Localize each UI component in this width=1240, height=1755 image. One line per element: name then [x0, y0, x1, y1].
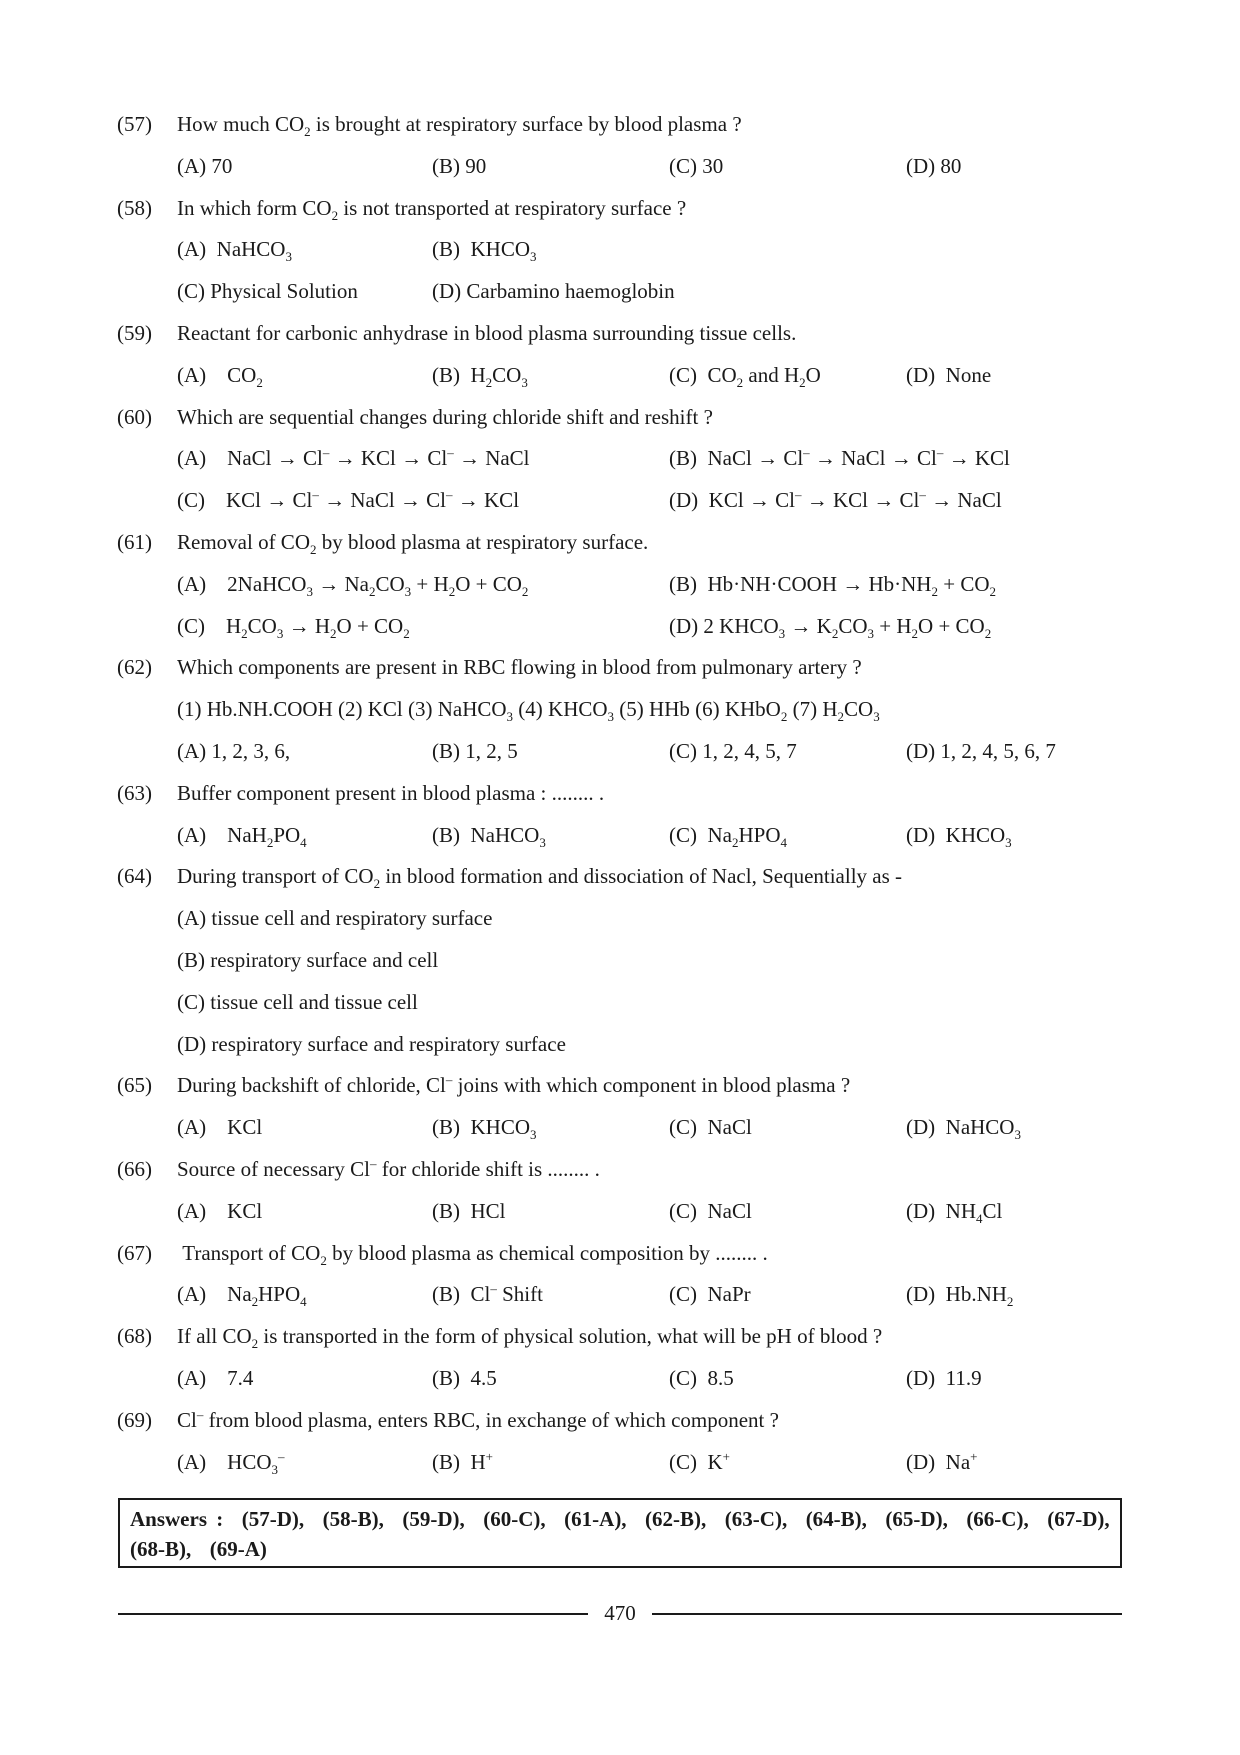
options-row	[0, 438, 1240, 478]
options-row	[0, 355, 1240, 395]
question-text: Reactant for carbonic anhydrase in blood plasma surrounding tissue cells.	[177, 321, 797, 345]
answer-option-c: (C) $Na_2HPO_4$	[669, 822, 787, 850]
question-number: (60)	[117, 404, 152, 429]
question-number: (67)	[117, 1240, 152, 1265]
options-row	[0, 982, 1240, 1022]
answer-option-b: (B) 1, 2, 5	[432, 739, 518, 763]
answer-option-d: (D) KCl → Cl– → KCl → Cl– → NaCl	[669, 487, 1002, 513]
answer-option-d: (D) 1, 2, 4, 5, 6, 7	[906, 739, 1056, 763]
answer-option-c: (C) tissue cell and tissue cell	[177, 989, 418, 1014]
answer-option-b: (B) $KHCO_3$	[432, 1115, 537, 1143]
footer-rule-right	[652, 1613, 1122, 1615]
answer-option-c: (C) K+	[669, 1448, 731, 1474]
question-number: (69)	[117, 1407, 152, 1432]
answer-option-c: (C) Physical Solution	[177, 279, 358, 304]
question-row	[0, 522, 1240, 562]
question-number: (62)	[117, 655, 152, 680]
question-row	[0, 1316, 1240, 1356]
answer-option-b: (B) H+	[432, 1448, 494, 1474]
options-row	[0, 271, 1240, 311]
answer-option-b: (B) NaHCO$_3$	[432, 822, 546, 850]
answer-option-d: (D) respiratory surface and respiratory surface	[177, 1031, 566, 1056]
question-row	[0, 313, 1240, 353]
question-row	[0, 1400, 1240, 1440]
options-row	[0, 229, 1240, 269]
answer-option-a: (A) NaHCO$_3$	[177, 237, 292, 265]
question-text: How much $CO_2$ is brought at respiratory surface by blood plasma ?	[177, 112, 742, 139]
options-row	[0, 1107, 1240, 1147]
answer-option-d: (D) 2 $KHCO_3 \to K_2CO_3 + H_2O + CO_2$	[669, 613, 992, 641]
answer-option-a: (A) $Na_2HPO_4$	[177, 1282, 307, 1310]
question-text: Cl– from blood plasma, enters RBC, in exchange of which component ?	[177, 1406, 779, 1432]
answer-option-b: (B) HCl	[432, 1198, 506, 1223]
answer-option-a: (A) $HCO_3^-$	[177, 1448, 285, 1477]
question-text: Which are sequential changes during chloride shift and reshift ?	[177, 404, 713, 429]
question-number: (66)	[117, 1157, 152, 1181]
options-row	[0, 815, 1240, 855]
question-text: Buffer component present in blood plasma : ........ .	[177, 780, 605, 805]
options-row	[0, 480, 1240, 520]
question-text: In which form $CO_2$ is not transported at respiratory surface ?	[177, 195, 687, 223]
answer-option-d: (D) Na+	[906, 1448, 978, 1474]
answer-option-c: (C) NaPr	[669, 1282, 751, 1307]
answer-option-a: (A) 7.4	[177, 1366, 254, 1390]
answer-option-c: (C) 8.5	[669, 1366, 734, 1390]
question-row	[0, 397, 1240, 437]
options-row	[0, 1274, 1240, 1314]
answer-option-c: (C) 1, 2, 4, 5, 7	[669, 739, 797, 763]
question-text: Source of necessary Cl– for chloride shift is ........ .	[177, 1156, 600, 1181]
options-row	[0, 606, 1240, 646]
options-row	[0, 1191, 1240, 1231]
question-text: During transport of $CO_2$ in blood formation and dissociation of Nacl, Sequentially as -	[177, 864, 903, 892]
answer-option-a: (A) KCl	[177, 1198, 263, 1223]
question-row	[0, 773, 1240, 813]
question-text: Removal of $CO_2$ by blood plasma at respiratory surface.	[177, 530, 649, 557]
question-number: (65)	[117, 1073, 152, 1098]
options-row	[0, 1358, 1240, 1398]
options-row	[0, 731, 1240, 771]
question-number: (68)	[117, 1324, 152, 1349]
question-row	[0, 104, 1240, 144]
question-text: Transport of $CO_2$ by blood plasma as chemical composition by ........ .	[177, 1240, 768, 1268]
question-row	[0, 856, 1240, 896]
question-number: (59)	[117, 321, 152, 345]
answer-key-text: Answers : (57-D), (58-B), (59-D), (60-C), (61-A), (62-B), (63-C), (64-B), (65-D), (66-C), (67-D), (68-B), (69-A)	[130, 1507, 1110, 1561]
answer-option-a: (A) tissue cell and respiratory surface	[177, 906, 493, 931]
question-row	[0, 1149, 1240, 1189]
answer-option-b: (B) 90	[432, 153, 487, 178]
answer-option-d: (D) $KHCO_3$	[906, 822, 1012, 850]
answer-option-c: (C) NaCl	[669, 1115, 752, 1140]
question-extra-row	[0, 689, 1240, 729]
answer-option-d: (D) Carbamino haemoglobin	[432, 279, 675, 304]
answer-option-a: (A) NaCl → Cl– → KCl → Cl– → NaCl	[177, 445, 530, 471]
answer-option-c: (C) $CO_2$ and $H_2O$	[669, 362, 821, 390]
answer-option-a: (A) $NaH_2PO_4$	[177, 822, 307, 850]
answer-option-a: (A) 70	[177, 153, 233, 178]
answer-option-d: (D) NaHCO$_3$	[906, 1115, 1021, 1143]
answer-key-box	[118, 1498, 1122, 1568]
question-components-list: (1) Hb.NH.COOH (2) KCl (3) NaHCO$_3$ (4) $KHCO_3$ (5) HHb (6) KHbO$_2$ (7) $H_2CO_3$	[177, 697, 880, 725]
options-row	[0, 1024, 1240, 1064]
question-number: (58)	[117, 195, 152, 220]
question-text: During backshift of chloride, Cl– joins with which component in blood plasma ?	[177, 1072, 851, 1098]
answer-option-b: (B) respiratory surface and cell	[177, 948, 439, 972]
options-row	[0, 1442, 1240, 1482]
answer-option-b: (B) Hb·NH·COOH → $Hb\cdot NH_2 + CO_2$	[669, 571, 996, 599]
answer-option-c: (C) KCl → Cl– → NaCl → Cl– → KCl	[177, 487, 520, 513]
question-row	[0, 188, 1240, 228]
answer-option-c: (C) $H_2CO_3 \to H_2O + CO_2$	[177, 613, 410, 641]
answer-option-a: (A) 1, 2, 3, 6,	[177, 739, 291, 763]
options-row	[0, 898, 1240, 938]
answer-option-d: (D) 11.9	[906, 1366, 982, 1390]
answer-option-b: (B) $KHCO_3$	[432, 237, 537, 265]
question-text: Which components are present in RBC flowing in blood from pulmonary artery ?	[177, 655, 862, 680]
answer-option-c: (C) 30	[669, 153, 724, 178]
answer-option-b: (B) 4.5	[432, 1366, 497, 1390]
question-number: (64)	[117, 864, 152, 889]
options-row	[0, 940, 1240, 980]
question-text: If all $CO_2$ is transported in the form of physical solution, what will be pH of blood ?	[177, 1324, 883, 1352]
answer-option-a: (A) KCl	[177, 1115, 263, 1140]
answer-option-a: (A) $CO_2$	[177, 362, 263, 390]
answer-option-a: (A) 2NaHCO$_3$ → $Na_2CO_3 + H_2O + CO_2$	[177, 571, 529, 599]
page-number: 470	[604, 1601, 636, 1625]
question-row	[0, 1065, 1240, 1105]
answer-option-b: (B) NaCl → Cl– → NaCl → Cl– → KCl	[669, 445, 1010, 471]
answer-option-c: (C) NaCl	[669, 1198, 752, 1223]
options-row	[0, 564, 1240, 604]
question-row	[0, 1233, 1240, 1273]
answer-option-b: (B) $H_2CO_3$	[432, 362, 528, 390]
footer-rule-left	[118, 1613, 588, 1615]
options-row	[0, 146, 1240, 186]
question-row	[0, 647, 1240, 687]
question-number: (63)	[117, 780, 152, 805]
answer-option-b: (B) Cl– Shift	[432, 1281, 543, 1307]
question-number: (57)	[117, 112, 152, 136]
answer-option-d: (D) $NH_4Cl$	[906, 1198, 1003, 1226]
answer-option-d: (D) 80	[906, 153, 962, 178]
question-number: (61)	[117, 530, 152, 554]
answer-option-d: (D) None	[906, 362, 992, 387]
answer-option-d: (D) $Hb.NH_2$	[906, 1282, 1014, 1310]
